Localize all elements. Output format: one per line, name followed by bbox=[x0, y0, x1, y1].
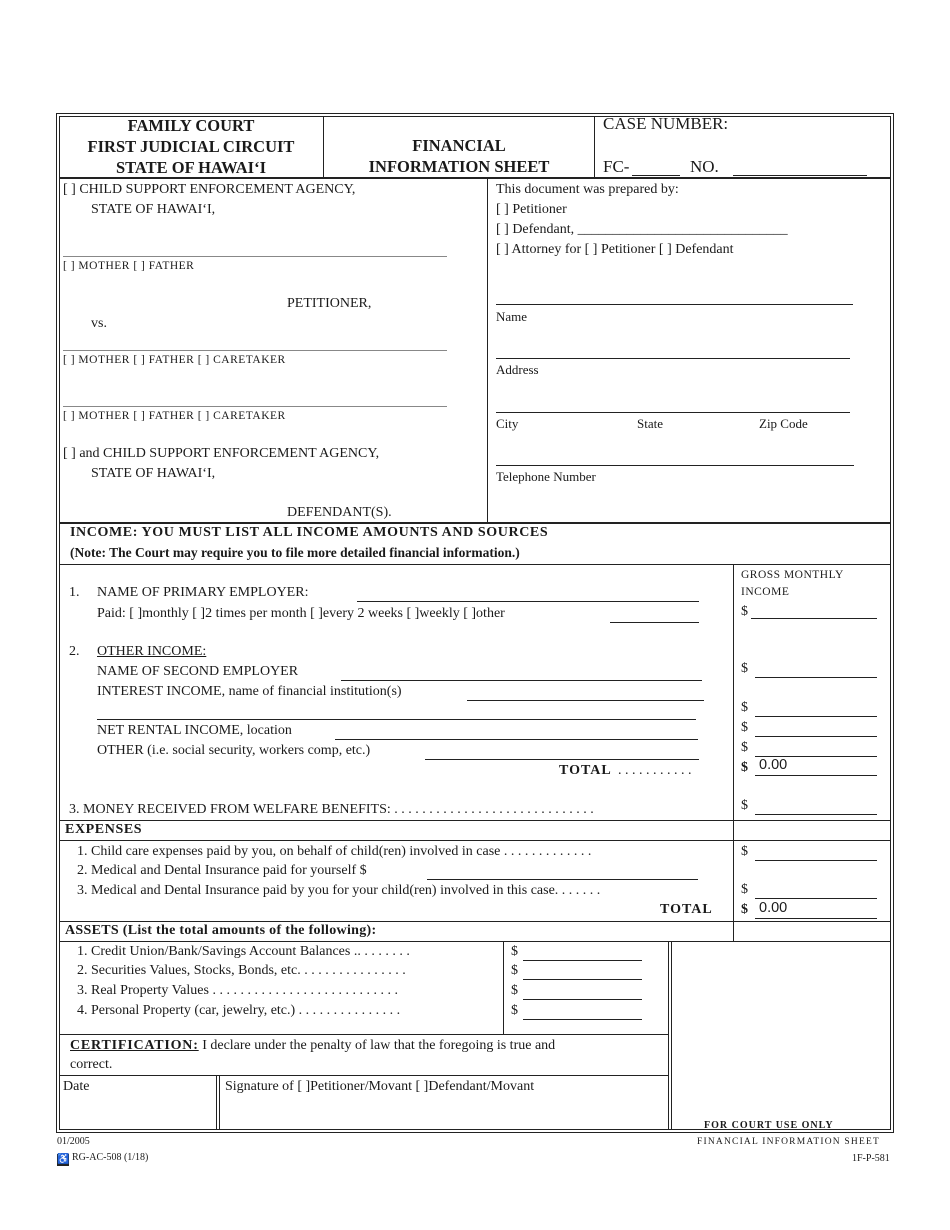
petitioner-label: PETITIONER, bbox=[287, 296, 372, 311]
personal-property-field[interactable] bbox=[523, 1019, 642, 1020]
divider bbox=[594, 116, 595, 178]
expenses-total-label: TOTAL bbox=[660, 902, 713, 917]
dollar-sign: $ bbox=[511, 1003, 518, 1018]
dollar-sign: $ bbox=[741, 760, 748, 775]
other-frequency-field[interactable] bbox=[610, 622, 699, 623]
assets-heading: ASSETS (List the total amounts of the following): bbox=[65, 923, 377, 938]
certification-text-2: correct. bbox=[70, 1057, 113, 1072]
fc-label: FC- bbox=[603, 157, 630, 176]
expense-item3: 3. Medical and Dental Insurance paid by you for your child(ren) involved in this case. . . . . . . bbox=[77, 883, 601, 898]
other-income-label: OTHER INCOME: bbox=[97, 644, 207, 659]
dollar-sign: $ bbox=[511, 963, 518, 978]
welfare-label: 3. MONEY RECEIVED FROM WELFARE BENEFITS: . . . . . . . . . . . . . . . . . . . . . . . . . . . . . bbox=[69, 802, 594, 817]
dollar-sign: $ bbox=[511, 983, 518, 998]
dollar-sign: $ bbox=[741, 902, 748, 917]
divider bbox=[59, 564, 891, 565]
name-label: Name bbox=[496, 309, 528, 324]
footer-date: 01/2005 bbox=[57, 1136, 90, 1147]
fc-number-field[interactable] bbox=[632, 175, 680, 176]
interest-income-field[interactable] bbox=[755, 716, 877, 717]
expenses-total-line bbox=[755, 918, 877, 919]
expenses-total-value[interactable]: 0.00 bbox=[759, 900, 788, 916]
item2-number: 2. bbox=[69, 644, 80, 659]
institution-field[interactable] bbox=[467, 700, 704, 701]
divider bbox=[59, 840, 891, 841]
address-field[interactable] bbox=[496, 358, 850, 359]
income-total-line bbox=[755, 775, 877, 776]
asset-item3: 3. Real Property Values . . . . . . . . . . . . . . . . . . . . . . . . . . . bbox=[77, 983, 398, 998]
defendants-label: DEFENDANT(S). bbox=[287, 505, 392, 520]
footer-form-id: 1F-P-581 bbox=[852, 1153, 890, 1164]
petitioner-name-field[interactable] bbox=[63, 256, 447, 257]
vs-label: vs. bbox=[91, 316, 107, 331]
csea-petitioner-line2: STATE OF HAWAIʻI, bbox=[91, 202, 216, 217]
phone-label: Telephone Number bbox=[496, 469, 596, 484]
divider bbox=[59, 522, 891, 524]
mother-father-label: [ ] MOTHER [ ] FATHER bbox=[63, 260, 195, 272]
divider bbox=[59, 1075, 669, 1076]
divider bbox=[323, 116, 324, 178]
divider bbox=[219, 1075, 220, 1130]
dollar-sign: $ bbox=[741, 740, 748, 755]
second-employer-label: NAME OF SECOND EMPLOYER bbox=[97, 664, 299, 679]
accessibility-icon: ♿ bbox=[57, 1154, 70, 1165]
income-note: (Note: The Court may require you to file more detailed financial information.) bbox=[70, 545, 520, 560]
footer-sheet-name: FINANCIAL INFORMATION SHEET bbox=[697, 1137, 880, 1147]
divider bbox=[503, 941, 504, 1034]
csea-petitioner-line1: [ ] CHILD SUPPORT ENFORCEMENT AGENCY, bbox=[63, 182, 356, 197]
childcare-expense-field[interactable] bbox=[755, 860, 877, 861]
divider bbox=[216, 1075, 217, 1130]
expense-item2: 2. Medical and Dental Insurance paid for yourself $ bbox=[77, 863, 367, 878]
city-state-zip-field[interactable] bbox=[496, 412, 850, 413]
dollar-sign: $ bbox=[741, 661, 748, 676]
asset-item2: 2. Securities Values, Stocks, Bonds, etc. . . . . . . . . . . . . . . . bbox=[77, 963, 406, 978]
certification-statement: I declare under the penalty of law that the foregoing is true and bbox=[198, 1038, 556, 1053]
address-label: Address bbox=[496, 362, 539, 377]
court-use-label: FOR COURT USE ONLY bbox=[704, 1120, 834, 1131]
csea-defendant-line1: [ ] and CHILD SUPPORT ENFORCEMENT AGENCY, bbox=[63, 446, 380, 461]
dollar-sign: $ bbox=[741, 882, 748, 897]
certification-heading: CERTIFICATION: bbox=[70, 1038, 199, 1053]
asset-item1: 1. Credit Union/Bank/Savings Account Balances .. . . . . . . . bbox=[77, 944, 410, 959]
divider bbox=[59, 921, 891, 922]
caretaker-label-2: [ ] MOTHER [ ] FATHER [ ] CARETAKER bbox=[63, 410, 286, 422]
bank-balance-field[interactable] bbox=[523, 960, 642, 961]
dollar-sign: $ bbox=[741, 798, 748, 813]
welfare-field[interactable] bbox=[755, 814, 877, 815]
prepared-by-heading: This document was prepared by: bbox=[496, 182, 679, 197]
income-total-dots: . . . . . . . . . . . bbox=[618, 763, 692, 778]
divider bbox=[59, 941, 891, 942]
other-income-source-label: OTHER (i.e. social security, workers comp, etc.) bbox=[97, 743, 371, 758]
other-source-field[interactable] bbox=[425, 759, 699, 760]
self-insurance-field[interactable] bbox=[427, 879, 698, 880]
city-label: City bbox=[496, 416, 519, 431]
prepared-by-attorney: [ ] Attorney for [ ] Petitioner [ ] Defendant bbox=[496, 242, 734, 257]
case-number-label: CASE NUMBER: bbox=[603, 114, 729, 133]
real-property-field[interactable] bbox=[523, 999, 642, 1000]
prepared-by-petitioner: [ ] Petitioner bbox=[496, 202, 567, 217]
state-label: State bbox=[637, 416, 663, 431]
dollar-sign: $ bbox=[741, 844, 748, 859]
defendant-name-field-1[interactable] bbox=[63, 350, 447, 351]
divider bbox=[733, 564, 734, 941]
gross-income-label: GROSS MONTHLY INCOME bbox=[741, 569, 844, 598]
certification-text bbox=[70, 1038, 555, 1054]
paid-frequency[interactable]: Paid: [ ]monthly [ ]2 times per month [ ]every 2 weeks [ ]weekly [ ]other bbox=[97, 606, 505, 621]
caretaker-label-1: [ ] MOTHER [ ] FATHER [ ] CARETAKER bbox=[63, 354, 286, 366]
interest-income-label: INTEREST INCOME, name of financial institution(s) bbox=[97, 684, 402, 699]
income-heading: INCOME: YOU MUST LIST ALL INCOME AMOUNTS AND SOURCES bbox=[70, 525, 549, 540]
divider bbox=[668, 941, 669, 1130]
form-title: FINANCIAL INFORMATION SHEET bbox=[368, 136, 550, 176]
date-label: Date bbox=[63, 1079, 90, 1094]
dollar-sign: $ bbox=[741, 700, 748, 715]
rental-income-field[interactable] bbox=[755, 736, 877, 737]
prepared-by-defendant: [ ] Defendant, ______________________________ bbox=[496, 222, 788, 237]
footer-form-code: ♿ RG-AC-508 (1/18) bbox=[57, 1152, 149, 1165]
no-label: NO. bbox=[690, 157, 719, 176]
income-total-label: TOTAL bbox=[559, 763, 612, 778]
securities-field[interactable] bbox=[523, 979, 642, 980]
asset-item4: 4. Personal Property (car, jewelry, etc.) . . . . . . . . . . . . . . . bbox=[77, 1003, 401, 1018]
income-total-value[interactable]: 0.00 bbox=[759, 757, 788, 773]
primary-income-field[interactable] bbox=[751, 618, 877, 619]
item1-number: 1. bbox=[69, 585, 80, 600]
signature-label: Signature of [ ]Petitioner/Movant [ ]Defendant/Movant bbox=[225, 1079, 535, 1094]
net-rental-label: NET RENTAL INCOME, location bbox=[97, 723, 292, 738]
second-employer-field[interactable] bbox=[341, 680, 702, 681]
primary-employer-field[interactable] bbox=[357, 601, 699, 602]
rental-location-field[interactable] bbox=[335, 739, 698, 740]
child-insurance-field[interactable] bbox=[755, 898, 877, 899]
dollar-sign: $ bbox=[511, 944, 518, 959]
phone-field[interactable] bbox=[496, 465, 854, 466]
csea-defendant-line2: STATE OF HAWAIʻI, bbox=[91, 466, 216, 481]
court-name: FAMILY COURT FIRST JUDICIAL CIRCUIT STATE OF HAWAIʻI bbox=[87, 116, 295, 177]
case-number-field[interactable] bbox=[733, 175, 867, 176]
zip-label: Zip Code bbox=[759, 416, 808, 431]
expenses-heading: EXPENSES bbox=[65, 822, 143, 837]
dollar-sign: $ bbox=[741, 604, 748, 619]
expense-item1: 1. Child care expenses paid by you, on behalf of child(ren) involved in case . . . . . . . . . . . . . bbox=[77, 844, 592, 859]
dollar-sign: $ bbox=[741, 720, 748, 735]
primary-employer-label: NAME OF PRIMARY EMPLOYER: bbox=[97, 585, 309, 600]
second-employer-income-field[interactable] bbox=[755, 677, 877, 678]
divider bbox=[59, 820, 891, 821]
defendant-name-field-2[interactable] bbox=[63, 406, 447, 407]
divider bbox=[487, 179, 488, 523]
name-field[interactable] bbox=[496, 304, 853, 305]
divider bbox=[59, 1034, 669, 1035]
institution-field-2[interactable] bbox=[97, 719, 696, 720]
divider bbox=[671, 941, 672, 1130]
